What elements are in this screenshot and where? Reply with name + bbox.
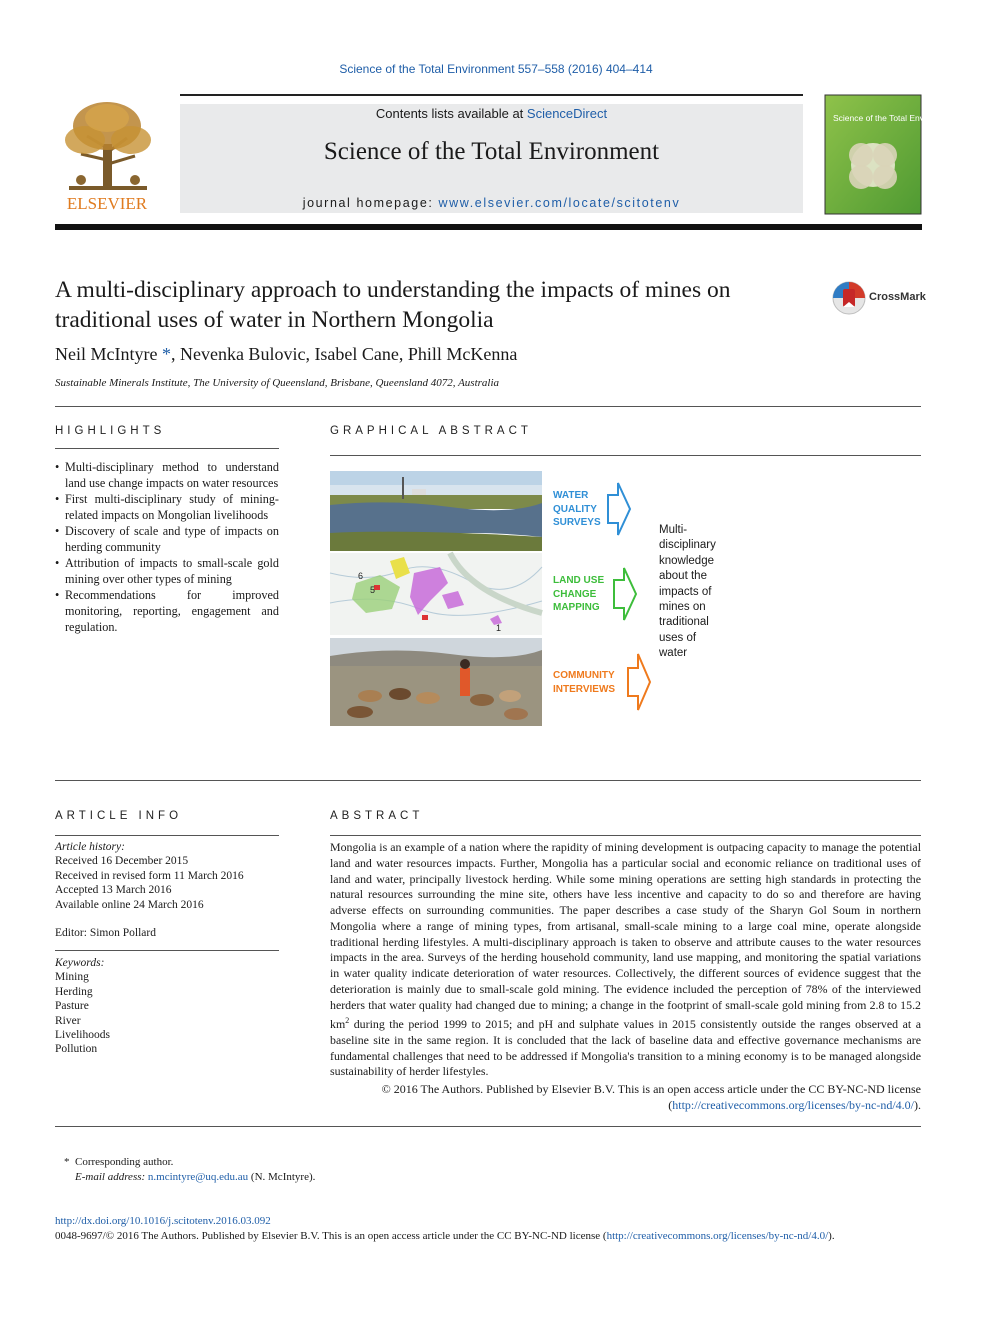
ga-label-water-quality [553, 489, 601, 530]
footnote [64, 1155, 315, 1185]
copyright-line [55, 1230, 835, 1242]
copyright-suffix: ). [828, 1230, 835, 1242]
article-info-rule [55, 835, 279, 836]
journal-banner [180, 104, 803, 213]
history-entry: Received in revised form 11 March 2016 [55, 869, 244, 882]
spacer [55, 912, 279, 926]
contents-line [180, 106, 803, 121]
abstract-body: Mongolia is an example of a nation where the rapidity of mining development is outpacing capacity to manage the potential land and water resources impacts. Further, Mongolia has a particular social and economic reliance on traditional uses of land and water, principally livestock herding. While some mining operations are setting high standards in protecting the natural resources surrounding the mine site, others have less incentive and capacity to do so and therefore are having adverse effects on surrounding communities. The paper describes a case study of the Sharyn Gol Soum in northern Mongolia where a range of mining types, from artisanal, small-scale mining to a large coal mine, operate alongside traditional herding lifestyles. A multi-disciplinary approach is taken to observe and attribute causes to the water resources impacts in the area. Surveys of the herding household community, land use mapping, and monitoring the spatial variations in water quality indicate deterioration of water resources. Collectively, the different sources of evidence suggest that the deterioration is mainly due to small-scale gold mining. The evidence included the perception of 78% of the interviewed herders that water quality had changed due to mining; a change in the footprint of small-scale gold mining from 2.8 to 15.2 km [330, 840, 921, 1032]
cover-title: Science of the Total Environment [833, 113, 958, 123]
ga-knowledge-line: traditional [659, 616, 709, 629]
author-name[interactable]: , Phill McKenna [398, 344, 518, 364]
abstract-rule [330, 835, 921, 836]
elsevier-logo [55, 96, 160, 214]
editor: Editor: Simon Pollard [55, 927, 156, 940]
highlight-item: • First multi-disciplinary study of mining-related impacts on Mongolian livelihoods [55, 491, 279, 523]
river-photo [330, 471, 542, 551]
highlight-item: • Multi-disciplinary method to understand land use change impacts on water resources [55, 459, 279, 491]
doi-link[interactable]: http://dx.doi.org/10.1016/j.scitotenv.2016.03.092 [55, 1215, 271, 1227]
ga-label-line: WATER [553, 490, 589, 501]
ga-knowledge-line: Multi- [659, 524, 688, 536]
keyword: Pasture [55, 1000, 89, 1013]
homepage-link[interactable]: www.elsevier.com/locate/scitotenv [438, 196, 681, 210]
author-name[interactable]: Neil McIntyre [55, 344, 158, 364]
keywords-block [55, 956, 279, 1057]
ga-knowledge-line: uses of [659, 631, 697, 644]
abstract-body: during the period 1999 to 2015; and pH and sulphate values in 2015 consistently outside the ranges observed at a baseline site in the same region. It is concluded that the lack of baseline data and effective governance mechanisms are fundamental challenges that need to be addressed if Mongolia's transition to a mining economy is to be managed alongside sustainability of herder lifestyles. [330, 1017, 921, 1079]
history-entry: Received 16 December 2015 [55, 855, 189, 868]
map-site-label: 5 [370, 585, 376, 595]
arrow-right-icon [626, 652, 652, 712]
article-info [55, 840, 279, 940]
graphical-abstract-heading: GRAPHICAL ABSTRACT [330, 425, 532, 437]
article-title: A multi-disciplinary approach to understanding the impacts of mines on traditional uses of water in Northern Mongolia [55, 277, 731, 333]
paren-open: ( [668, 1098, 673, 1112]
ga-label-line: QUALITY [553, 503, 597, 515]
author-name[interactable]: , Isabel Cane [305, 344, 399, 364]
ga-label-line: INTERVIEWS [553, 683, 616, 695]
history-label: Article history: [55, 841, 125, 853]
keyword: Mining [55, 971, 89, 984]
copyright-license-link[interactable]: http://creativecommons.org/licenses/by-nc-nd/4.0/ [606, 1230, 829, 1242]
author-list [55, 344, 517, 365]
homepage-line [180, 196, 803, 210]
arrow-right-icon [606, 481, 632, 537]
ga-knowledge-line: mines on [659, 601, 706, 614]
affiliation: Sustainable Minerals Institute, The University of Queensland, Brisbane, Queensland 4072, Australia [55, 377, 500, 389]
keyword: Pollution [55, 1043, 98, 1056]
paren-close: ). [914, 1098, 921, 1112]
herders-photo [330, 638, 542, 726]
article-info-heading: ARTICLE INFO [55, 810, 183, 822]
graphical-abstract-rule [330, 455, 921, 456]
license-text: © 2016 The Authors. Published by Elsevier B.V. This is an open access article under the CC BY-NC-ND license [381, 1082, 921, 1096]
ga-label-line: CHANGE [553, 588, 597, 600]
abstract-license [330, 1081, 921, 1113]
header-bottom-rule [55, 224, 922, 230]
ga-label-line: MAPPING [553, 602, 600, 613]
ga-knowledge-line: disciplinary [659, 539, 716, 552]
elsevier-wordmark: ELSEVIER [66, 194, 148, 213]
arrow-right-icon [612, 566, 638, 622]
highlights-list [55, 459, 279, 635]
map-site-label: 1 [496, 623, 502, 633]
section-divider [55, 780, 921, 781]
sciencedirect-link[interactable]: ScienceDirect [526, 106, 608, 121]
map-site-label: 6 [358, 571, 364, 581]
superscript: 2 [345, 1016, 350, 1026]
ga-knowledge-text [659, 523, 739, 662]
ga-label-line: COMMUNITY [553, 670, 615, 681]
email-suffix: (N. McIntyre). [248, 1171, 316, 1183]
keywords-label: Keywords: [55, 957, 105, 969]
highlights-rule [55, 448, 279, 449]
section-divider [55, 406, 921, 407]
contents-prefix: Contents lists available at [375, 106, 527, 121]
email-link[interactable]: n.mcintyre@uq.edu.au [147, 1171, 249, 1183]
keyword: Livelihoods [55, 1029, 110, 1042]
crossmark-badge[interactable] [832, 281, 924, 315]
crossmark-label: CrossMark [869, 291, 926, 303]
land-use-map [330, 553, 542, 635]
ga-knowledge-line: impacts of [659, 585, 712, 598]
history-entry: Available online 24 March 2016 [55, 898, 204, 911]
email-label: E-mail address: [75, 1171, 146, 1183]
crossmark-icon [832, 281, 866, 315]
author-name[interactable]: , Nevenka Bulovic [170, 344, 306, 364]
history-entry: Accepted 13 March 2016 [55, 884, 172, 897]
highlight-item: • Discovery of scale and type of impacts on herding community [55, 523, 279, 555]
highlights-heading: HIGHLIGHTS [55, 425, 166, 437]
ga-knowledge-line: knowledge [659, 554, 714, 567]
ga-knowledge-line: about the [659, 570, 707, 583]
ga-label-line: SURVEYS [553, 517, 601, 528]
abstract-heading: ABSTRACT [330, 810, 424, 822]
keyword: River [55, 1014, 81, 1027]
keyword: Herding [55, 985, 93, 998]
ga-knowledge-line: water [659, 647, 688, 660]
section-divider [55, 1126, 921, 1127]
abstract-text [330, 840, 921, 1080]
license-link[interactable]: http://creativecommons.org/licenses/by-nc-nd/4.0/ [672, 1098, 914, 1112]
ga-label-community [553, 669, 615, 696]
journal-cover-thumbnail[interactable] [825, 95, 958, 214]
elsevier-tree-icon [65, 102, 151, 190]
keywords-rule [55, 950, 279, 951]
highlight-item: • Attribution of impacts to small-scale gold mining over other types of mining [55, 555, 279, 587]
ga-label-land-use [553, 574, 604, 615]
journal-title: Science of the Total Environment [323, 138, 660, 165]
header-top-rule [180, 94, 803, 96]
ga-label-line: LAND USE [553, 575, 605, 586]
copyright-text: 0048-9697/© 2016 The Authors. Published by Elsevier B.V. This is an open access article under the CC BY-NC-ND license ( [55, 1230, 607, 1242]
highlight-item: • Recommendations for improved monitoring, reporting, engagement and regulation. [55, 587, 279, 635]
homepage-prefix: journal homepage: [302, 196, 439, 210]
corresponding-author-mark[interactable]: * [157, 344, 171, 364]
footnote-star: * [64, 1156, 70, 1168]
corresponding-author-note: Corresponding author. [75, 1156, 174, 1168]
journal-citation[interactable]: Science of the Total Environment 557–558 (2016) 404–414 [339, 62, 653, 76]
